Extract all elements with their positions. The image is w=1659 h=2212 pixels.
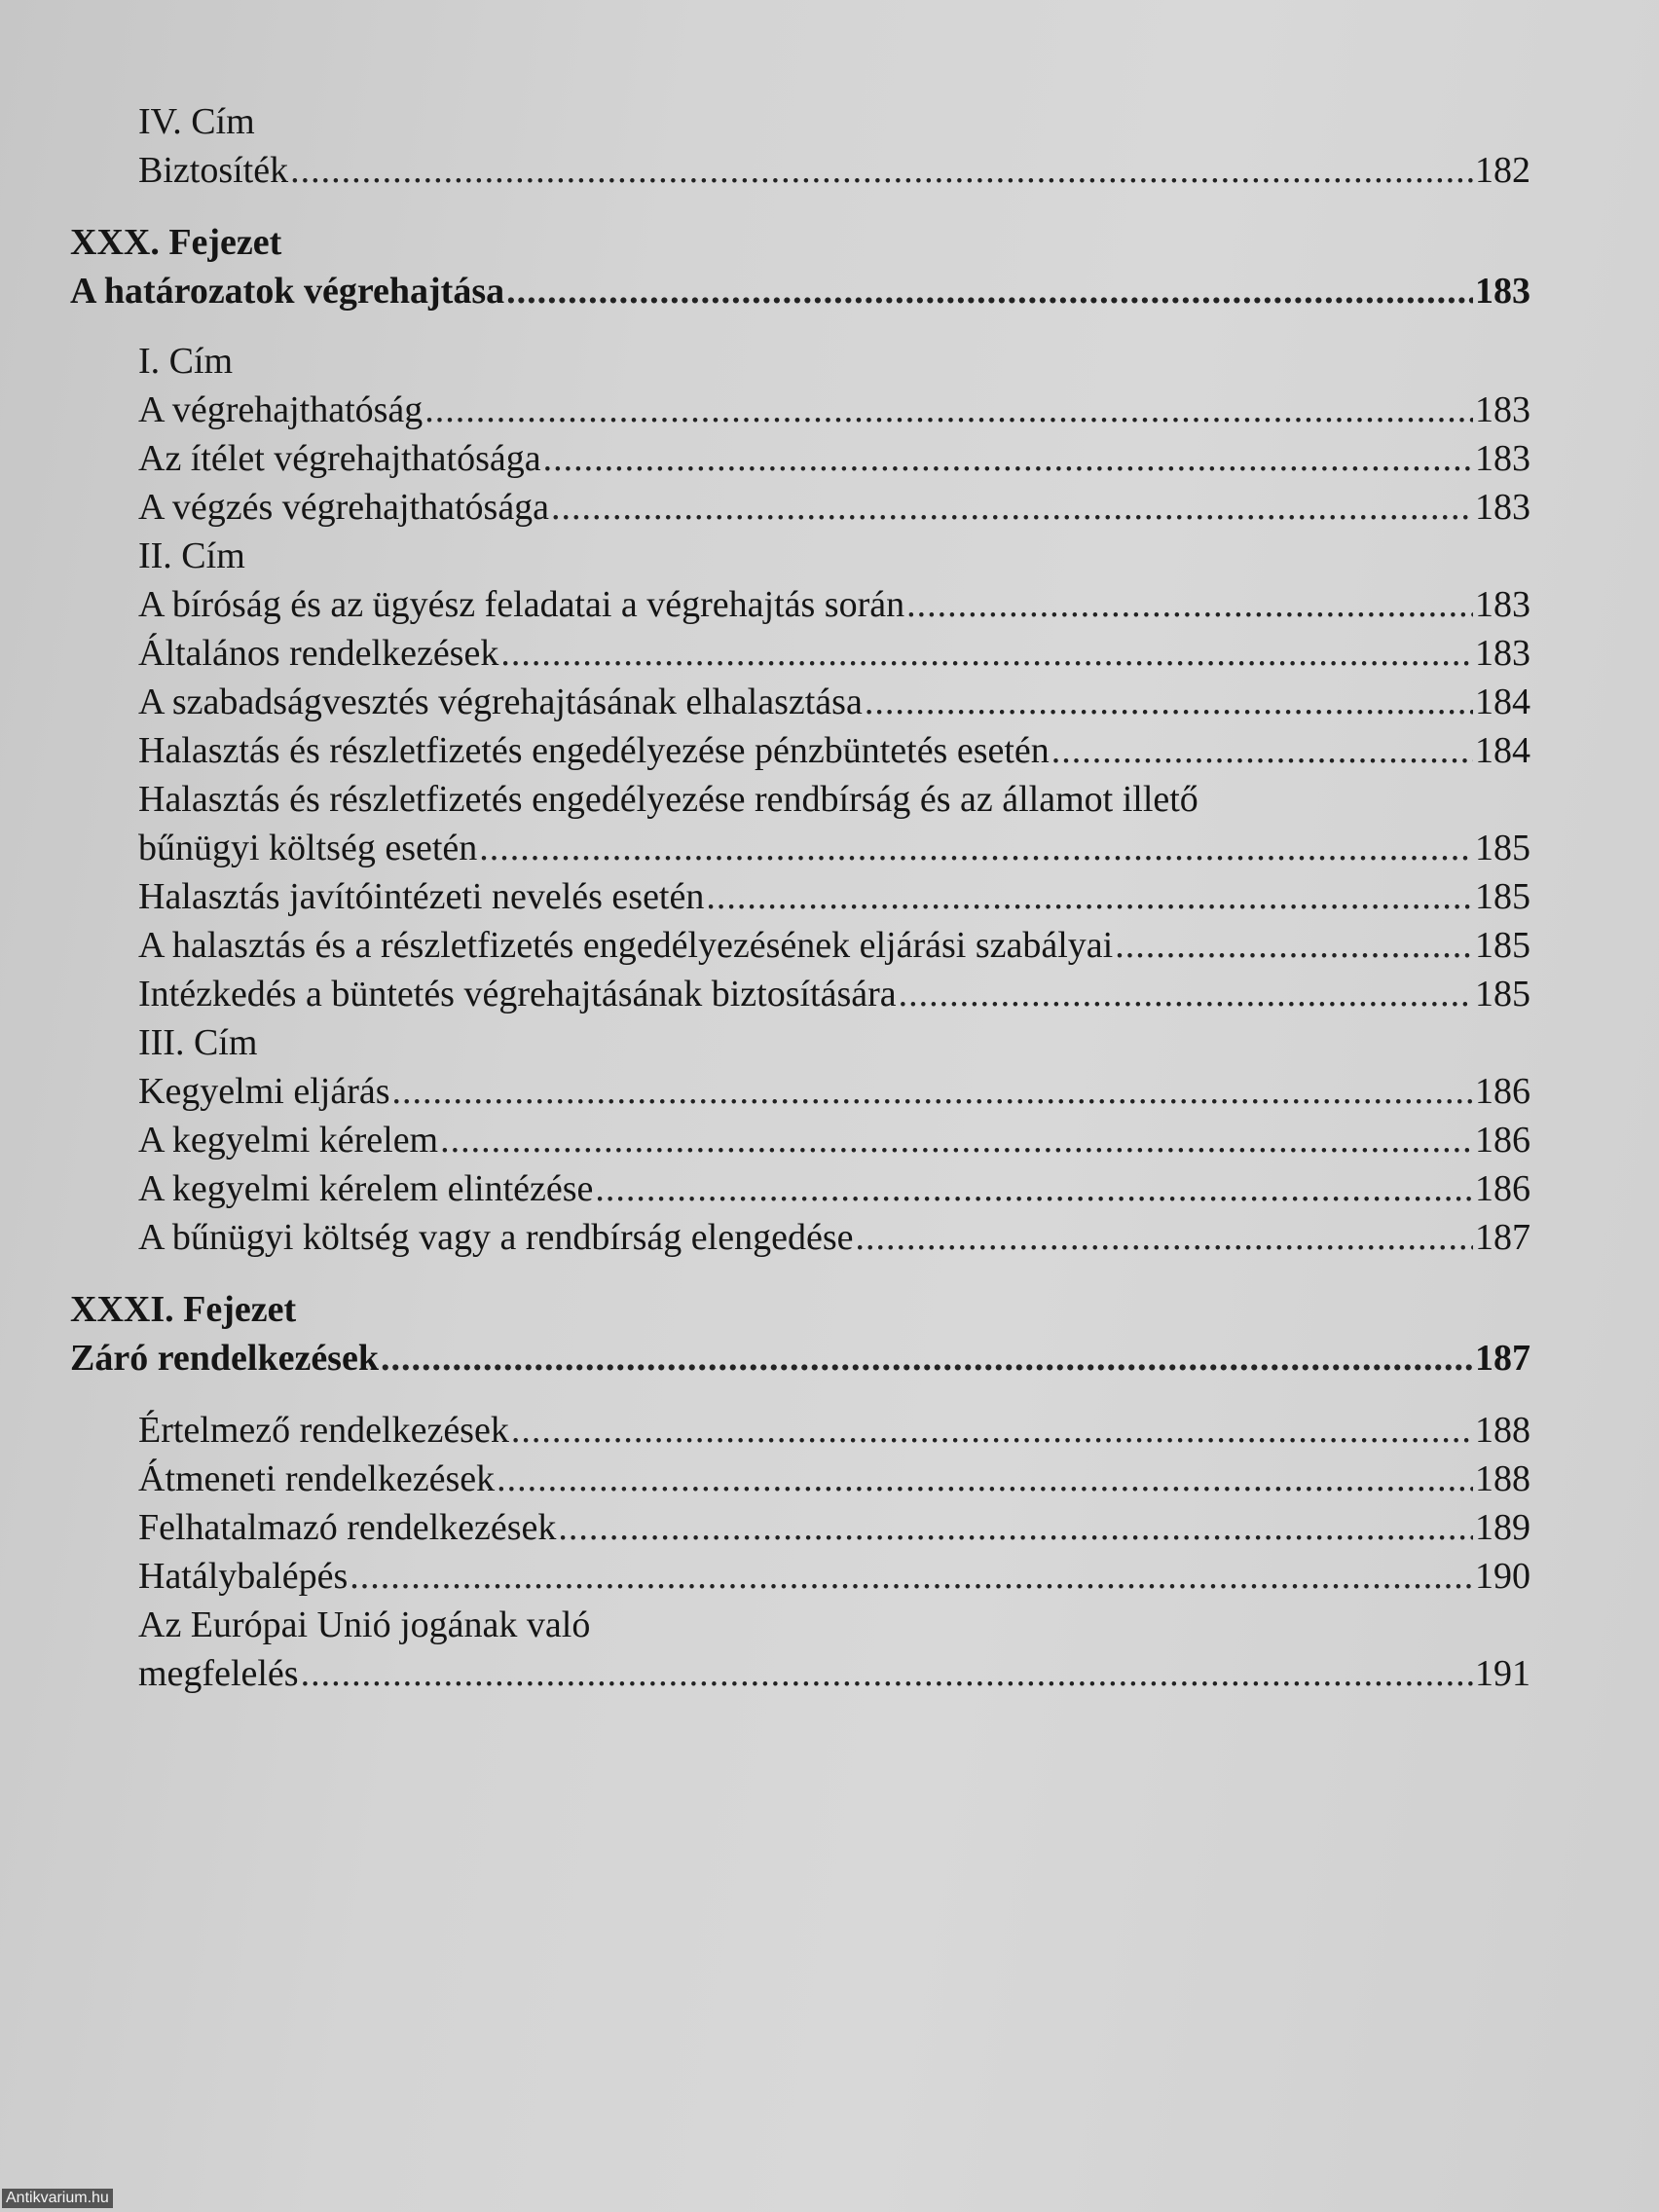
toc-entry: Általános rendelkezések ..... 183 <box>70 629 1530 678</box>
toc-entry-wrapped-line: Az Európai Unió jogának való <box>138 1604 591 1645</box>
toc-entry: Hatálybalépés ..... 190 <box>70 1552 1530 1601</box>
toc-entry: Az ítélet végrehajthatósága ..... 183 <box>70 434 1530 483</box>
toc-entry: Átmeneti rendelkezések ..... 188 <box>70 1455 1530 1503</box>
toc-entry: A bíróság és az ügyész feladatai a végrehajtás során ..... 183 <box>70 580 1530 629</box>
toc-entry: Kegyelmi eljárás ..... 186 <box>70 1067 1530 1116</box>
watermark: Antikvarium.hu <box>2 2189 113 2208</box>
toc-entry-wrapped-line: Halasztás és részletfizetés engedélyezése rendbírság és az államot illető <box>138 779 1198 820</box>
toc-entry: Biztosíték ..... 182 <box>70 146 1530 195</box>
toc-entry: Halasztás és részletfizetés engedélyezése pénzbüntetés esetén ..... 184 <box>70 726 1530 775</box>
chapter-label-31: XXXI. Fejezet <box>70 1289 297 1330</box>
toc-entry: A szabadságvesztés végrehajtásának elhalasztása ..... 184 <box>70 678 1530 726</box>
toc-entry: A végzés végrehajthatósága ..... 183 <box>70 483 1530 532</box>
chapter-title-31: Záró rendelkezések ..... 187 <box>70 1334 1530 1382</box>
section-heading-ii: II. Cím <box>138 535 245 576</box>
toc-entry: Felhatalmazó rendelkezések ..... 189 <box>70 1503 1530 1552</box>
toc-entry: Halasztás javítóintézeti nevelés esetén ..... 185 <box>70 872 1530 921</box>
toc-entry: Értelmező rendelkezések ..... 188 <box>70 1406 1530 1455</box>
chapter-title-30: A határozatok végrehajtása ..... 183 <box>70 267 1530 315</box>
toc-entry: megfelelés ..... 191 <box>70 1649 1530 1698</box>
chapter-label-30: XXX. Fejezet <box>70 222 282 263</box>
table-of-contents <box>70 97 1530 1698</box>
toc-entry: A halasztás és a részletfizetés engedélyezésének eljárási szabályai ..... 185 <box>70 921 1530 970</box>
toc-entry: A kegyelmi kérelem elintézése ..... 186 <box>70 1164 1530 1213</box>
toc-entry: Intézkedés a büntetés végrehajtásának biztosítására ..... 185 <box>70 970 1530 1018</box>
section-heading-iv: IV. Cím <box>138 101 255 142</box>
section-heading-i: I. Cím <box>138 341 234 382</box>
toc-entry: A kegyelmi kérelem ..... 186 <box>70 1116 1530 1164</box>
toc-entry: A bűnügyi költség vagy a rendbírság elengedése ..... 187 <box>70 1213 1530 1262</box>
toc-entry: bűnügyi költség esetén ..... 185 <box>70 824 1530 872</box>
toc-entry: A végrehajthatóság ..... 183 <box>70 386 1530 434</box>
section-heading-iii: III. Cím <box>138 1022 258 1063</box>
